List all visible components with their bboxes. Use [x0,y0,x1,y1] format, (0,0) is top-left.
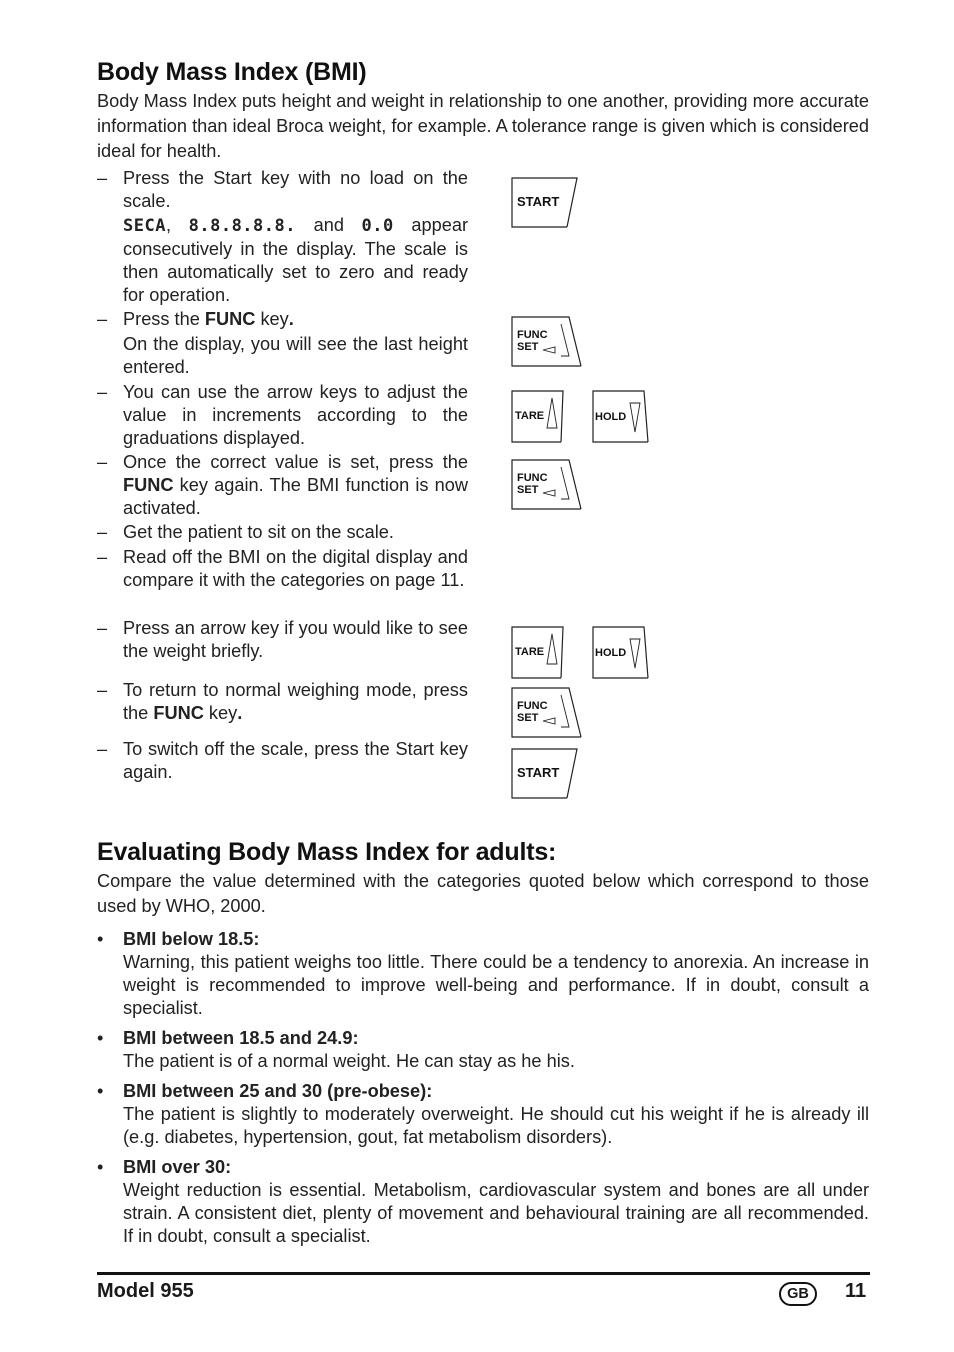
tare-key-icon: TARE [511,626,577,674]
hold-key-icon: HOLD [592,390,658,438]
category-normal: • BMI between 18.5 and 24.9: The patient is of a normal weight. He can stay as he his. [97,1028,575,1071]
step-2-text: Press the FUNC key. [123,309,294,329]
step-2-note: On the display, you will see the last height entered. [123,334,468,377]
evaluating-intro: Compare the value determined with the categories quoted below which correspond to those used by WHO, 2000. [97,871,869,916]
step-2: – Press the FUNC key. On the display, you will see the last height entered. [97,309,468,377]
country-badge: GB [779,1282,817,1306]
step-3-text: You can use the arrow keys to adjust the value in increments according to the graduations displayed. [123,382,468,448]
step-4-text: Once the correct value is set, press the FUNC key again. The BMI function is now activated. [123,452,468,518]
lcd-seca: SECA [123,216,166,236]
tare-key-icon: TARE [511,390,577,438]
step-6: – Read off the BMI on the digital display and compare it with the categories on page 11. [97,547,468,590]
step-9-text: To switch off the scale, press the Start key again. [123,739,468,782]
footer-model: Model 955 [97,1280,194,1302]
step-1-display-note: SECA, 8.8.8.8.8. and 0.0 appear consecutively in the display. The scale is then automatically set to zero and ready for operation. [123,215,469,305]
category-underweight: • BMI below 18.5: Warning, this patient weighs too little. There could be a tendency to anorexia. An increase in weight is recommended to improve well-being and performance. If in doubt, consult a specialist. [97,929,869,1018]
step-1-text: Press the Start key with no load on the scale. [123,168,468,211]
category-pre-obese: • BMI between 25 and 30 (pre-obese): The patient is slightly to moderately overweight. He should cut his weight if he is already ill (e.g. diabetes, hypertension, gout, fat metabolism disorders). [97,1081,869,1147]
bmi-intro: Body Mass Index puts height and weight in relationship to one another, providing more accurate information than ideal Broca weight, for example. A tolerance range is given which is considered ideal for health. [97,91,869,161]
section-title-bmi: Body Mass Index (BMI) [97,58,367,86]
step-1: – Press the Start key with no load on the scale. SECA, 8.8.8.8.8. and 0.0 appear consecutively in the display. The scale is then automatically set to zero and ready for operation. [97,168,469,305]
category-obese: • BMI over 30: Weight reduction is essential. Metabolism, cardiovascular system and bones are all under strain. A consistent diet, plenty of movement and behavioural training are all recommended. If in doubt, consult a specialist. [97,1157,869,1246]
lcd-zero: 0.0 [361,216,394,236]
func-key-icon: FUNC SET [511,316,577,364]
step-4: – Once the correct value is set, press the FUNC key again. The BMI function is now activated. [97,452,468,518]
footer-rule [97,1272,870,1275]
step-7: – Press an arrow key if you would like to see the weight briefly. [97,618,468,661]
start-key-icon: START [511,177,577,225]
step-5: – Get the patient to sit on the scale. [97,521,468,544]
step-5-text: Get the patient to sit on the scale. [123,522,394,542]
step-3: – You can use the arrow keys to adjust the value in increments according to the graduations displayed. [97,382,468,448]
func-key-icon: FUNC SET [511,687,577,735]
step-9: – To switch off the scale, press the Start key again. [97,739,468,782]
step-8-text: To return to normal weighing mode, press the FUNC key. [123,680,468,723]
step-8: – To return to normal weighing mode, press the FUNC key. [97,680,468,723]
section-title-evaluating: Evaluating Body Mass Index for adults: [97,838,557,866]
page-number: 11 [845,1280,867,1302]
step-6-text: Read off the BMI on the digital display and compare it with the categories on page 11. [123,547,468,590]
lcd-test-pattern: 8.8.8.8.8. [188,216,296,236]
start-key-icon: START [511,748,577,796]
func-key-icon: FUNC SET [511,459,577,507]
step-7-text: Press an arrow key if you would like to see the weight briefly. [123,618,468,661]
hold-key-icon: HOLD [592,626,658,674]
